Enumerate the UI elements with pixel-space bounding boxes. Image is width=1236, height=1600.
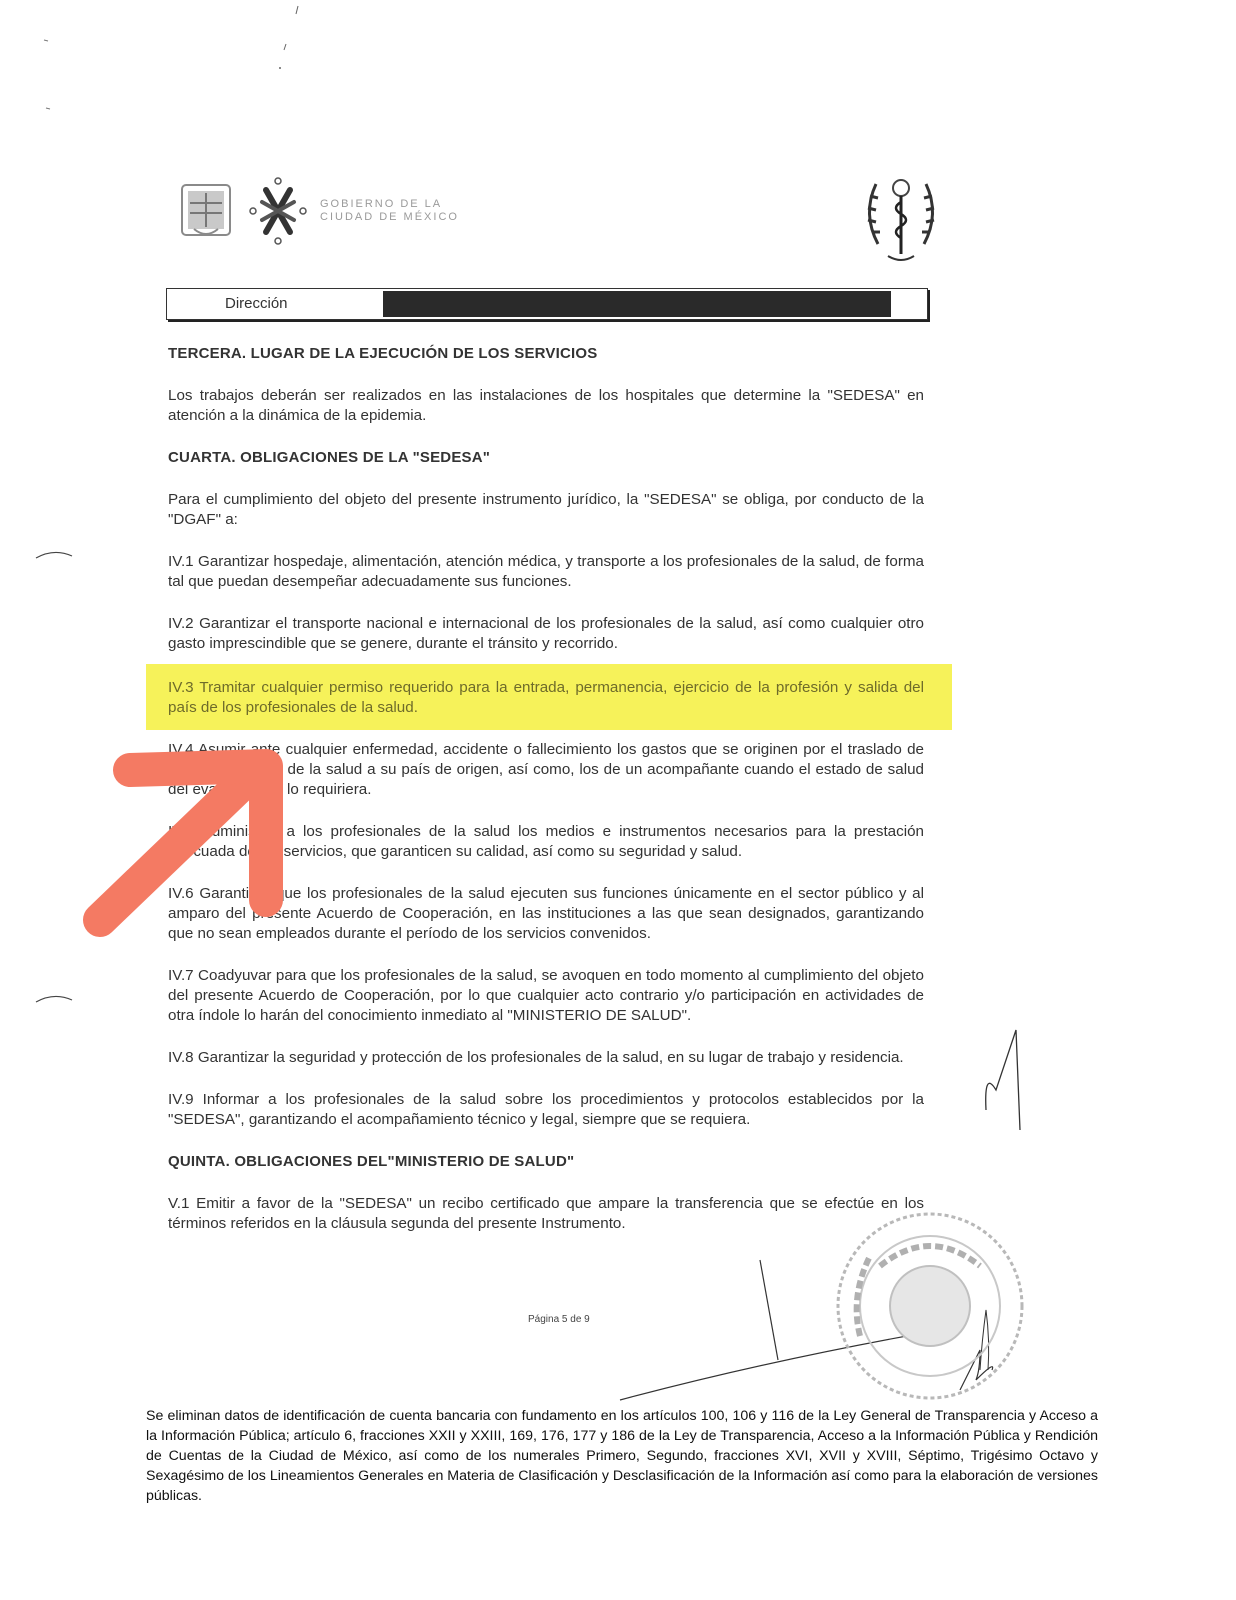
direction-box [166,288,928,320]
obligation-item-iv3-highlighted: IV.3 Tramitar cualquier permiso requerido para la entrada, permanencia, ejercicio de la profesión y salida del país de los profesionales de la salud. [146,664,952,730]
obligation-item-iv9: IV.9 Informar a los profesionales de la salud sobre los procedimientos y protocolos establecidos por la "SEDESA", garantizando el acompañamiento técnico y legal, siempre que se requiera. [168,1091,924,1128]
redaction-block [383,291,891,317]
health-emblem-icon [856,172,946,266]
annotation-arrow-icon [70,740,310,950]
section-heading-cuarta: CUARTA. OBLIGACIONES DE LA "SEDESA" [168,449,491,466]
obligation-item-iv2: IV.2 Garantizar el transporte nacional e internacional de los profesionales de la salud, así como cualquier otro gasto imprescindible que se genere, durante el tránsito y recorrido. [168,615,924,652]
paragraph-cuarta-intro: Para el cumplimiento del objeto del presente instrumento jurídico, la "SEDESA" se obliga, por conducto de la "DGAF" a: [168,491,924,528]
obligation-item-iv5: IV.5 Suministrar a los profesionales de la salud los medios e instrumentos necesarios para la prestación adecuada de los servicios, que garanticen su calidad, así como su seguridad y salud. [168,823,924,860]
page-number: Página 5 de 9 [528,1314,590,1325]
obligation-item-v1: V.1 Emitir a favor de la "SEDESA" un recibo certificado que ampare la transferencia que se efectúe en los términos referidos en la cláusula segunda del presente Instrumento. [168,1195,924,1232]
cdmx-shield-logo [180,183,232,241]
obligation-item-iv4: IV.4 Asumir ante cualquier enfermedad, accidente o fallecimiento los gastos que se originen por el traslado de los profesionales de la salud a su país de origen, así como, los de un acompañante cuando el estado de salud del evacuado así lo requiriera. [168,741,924,798]
obligation-item-iv8: IV.8 Garantizar la seguridad y protección de los profesionales de la salud, en su lugar de trabajo y residencia. [168,1049,904,1066]
official-seal-stamp [820,1196,1030,1406]
cdmx-mark-logo [248,176,308,246]
direction-label: Dirección [225,295,288,312]
obligation-item-iv6: IV.6 Garantizar que los profesionales de la salud ejecuten sus funciones únicamente en el sector público y al amparo del presente Acuerdo de Cooperación, en las instituciones a las que sean designados, garantizando que no sean empleados durante el período de los servicios convenidos. [168,885,924,942]
obligation-item-iv7: IV.7 Coadyuvar para que los profesionales de la salud, se avoquen en todo momento al cumplimiento del objeto del presente Acuerdo de Cooperación, por lo que cualquier acto contrario y/o participación en actividades de otra índole lo harán del conocimiento inmediato al "MINISTERIO DE SALUD". [168,967,924,1024]
obligation-item-iv1: IV.1 Garantizar hospedaje, alimentación, atención médica, y transporte a los profesionales de la salud, de forma tal que puedan desempeñar adecuadamente sus funciones. [168,553,924,590]
section-heading-tercera: TERCERA. LUGAR DE LA EJECUCIÓN DE LOS SERVICIOS [168,345,598,362]
government-logo-text: GOBIERNO DE LA CIUDAD DE MÉXICO [320,198,459,223]
paragraph-tercera: Los trabajos deberán ser realizados en las instalaciones de los hospitales que determine la "SEDESA" en atención a la dinámica de la epidemia. [168,387,924,424]
section-heading-quinta: QUINTA. OBLIGACIONES DEL"MINISTERIO DE SALUD" [168,1153,575,1170]
legal-footer-note: Se eliminan datos de identificación de cuenta bancaria con fundamento en los artículos 100, 106 y 116 de la Ley General de Transparencia y Acceso a la Información Pública; artículo 6, fracciones XXII y XXIII, 169, 176, 177 y 186 de la Ley de Transparencia, Acceso a la Información Pública y Rendición de Cuentas de la Ciudad de México, así como de los numerales Primero, Segundo, fracciones XVI, XVII y XVIII, Séptimo, Trigésimo Octavo y Sexagésimo de los Lineamientos Generales en Materia de Clasificación y Desclasificación de la Información así como para la elaboración de versiones públicas. [146,1408,1098,1504]
